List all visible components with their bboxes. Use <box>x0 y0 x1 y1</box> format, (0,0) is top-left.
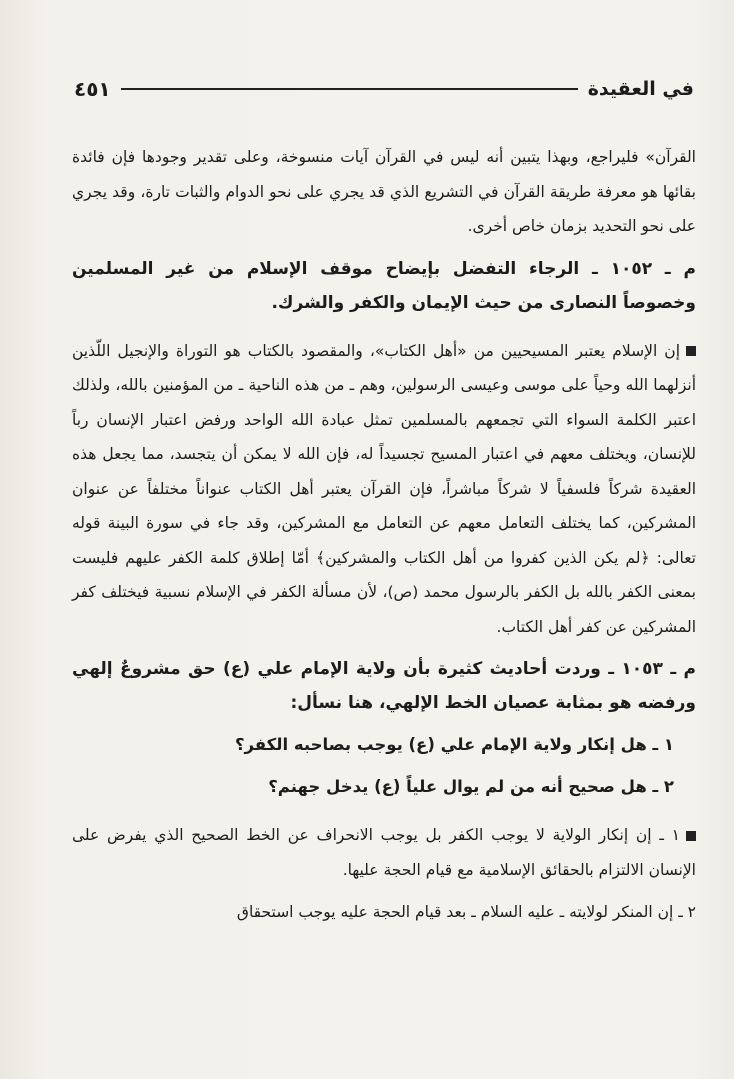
answer-1052 <box>72 334 696 645</box>
page-body <box>72 140 696 930</box>
question-1053-item-1: ١ ـ هل إنكار ولاية الإمام علي (ع) يوجب بصاحبه الكفر؟ <box>234 735 674 754</box>
question-1052: م ـ ١٠٥٢ ـ الرجاء التفضل بإيضاح موقف الإسلام من غير المسلمين وخصوصاً النصارى من حيث الإيمان والكفر والشرك. <box>72 258 696 313</box>
header-rule <box>121 88 578 90</box>
page-header <box>74 72 694 106</box>
answer-marker-icon <box>686 831 696 841</box>
question-1053-item-2: ٢ ـ هل صحيح أنه من لم يوال علياً (ع) يدخل جهنم؟ <box>268 777 674 796</box>
intro-paragraph: القرآن» فليراجع، وبهذا يتبين أنه ليس في القرآن آيات منسوخة، وعلى تقدير وجودها فإن فائدة بقائها هو معرفة طريقة القرآن في التشريع الذي قد يجري على نحو الدوام والثبات تارة، وقد يجري على نحو التحديد بزمان خاص أخرى. <box>72 148 696 235</box>
answer-marker-icon <box>686 346 696 356</box>
question-1053: م ـ ١٠٥٣ ـ وردت أحاديث كثيرة بأن ولاية الإمام علي (ع) حق مشروعٌ إلهي ورفضه هو بمثابة عصيان الخط الإلهي، هنا نسأل: <box>72 659 696 713</box>
answer-1052-text: إن الإسلام يعتبر المسيحيين من «أهل الكتاب»، والمقصود بالكتاب هو التوراة والإنجيل اللّذين أنزلهما الله وحياً على موسى وعيسى الرسولين، وهم ـ من هذه الناحية ـ من المؤمنين بالله، ولذلك اعتبر الكلمة السواء التي تجمعهم بالمسلمين تمثل عبادة الله الواحد ورفض اعتبار الإنسان رباً للإنسان، ويختلف معهم في اعتبار المسيح تجسيداً له، فإن الله لا يمكن أن يتجسد، مما يجعل هذه العقيدة شركاً فلسفياً لا شركاً مباشراً، فإن القرآن يعتبر أهل الكتاب عنواناً مختلفاً عن عنوان المشركين، كما يختلف التعامل معهم عن التعامل مع المشركين، وقد جاء في سورة البينة قوله تعالى: ﴿لم يكن الذين كفروا من أهل الكتاب والمشركين﴾ أمّا إطلاق كلمة الكفر عليهم فليست بمعنى الكفر بالله بل الكفر بالرسول محمد (ص)، لأن مسألة الكفر في الإسلام نسبية فيختلف كفر المشركين عن كفر أهل الكتاب. <box>72 341 696 636</box>
answer-1053-part-2: ٢ ـ إن المنكر لولايته ـ عليه السلام ـ بعد قيام الحجة عليه يوجب استحقاق <box>236 903 696 921</box>
answer-1053-part-1 <box>72 818 696 887</box>
page-number: ٤٥١ <box>74 77 111 101</box>
answer-1053-part-1-text: ١ ـ إن إنكار الولاية لا يوجب الكفر بل يوجب الانحراف عن الخط الصحيح الذي يفرض على الإنسان الالتزام بالحقائق الإسلامية مع قيام الحجة عليها. <box>72 826 696 879</box>
running-title: في العقيدة <box>587 78 694 100</box>
